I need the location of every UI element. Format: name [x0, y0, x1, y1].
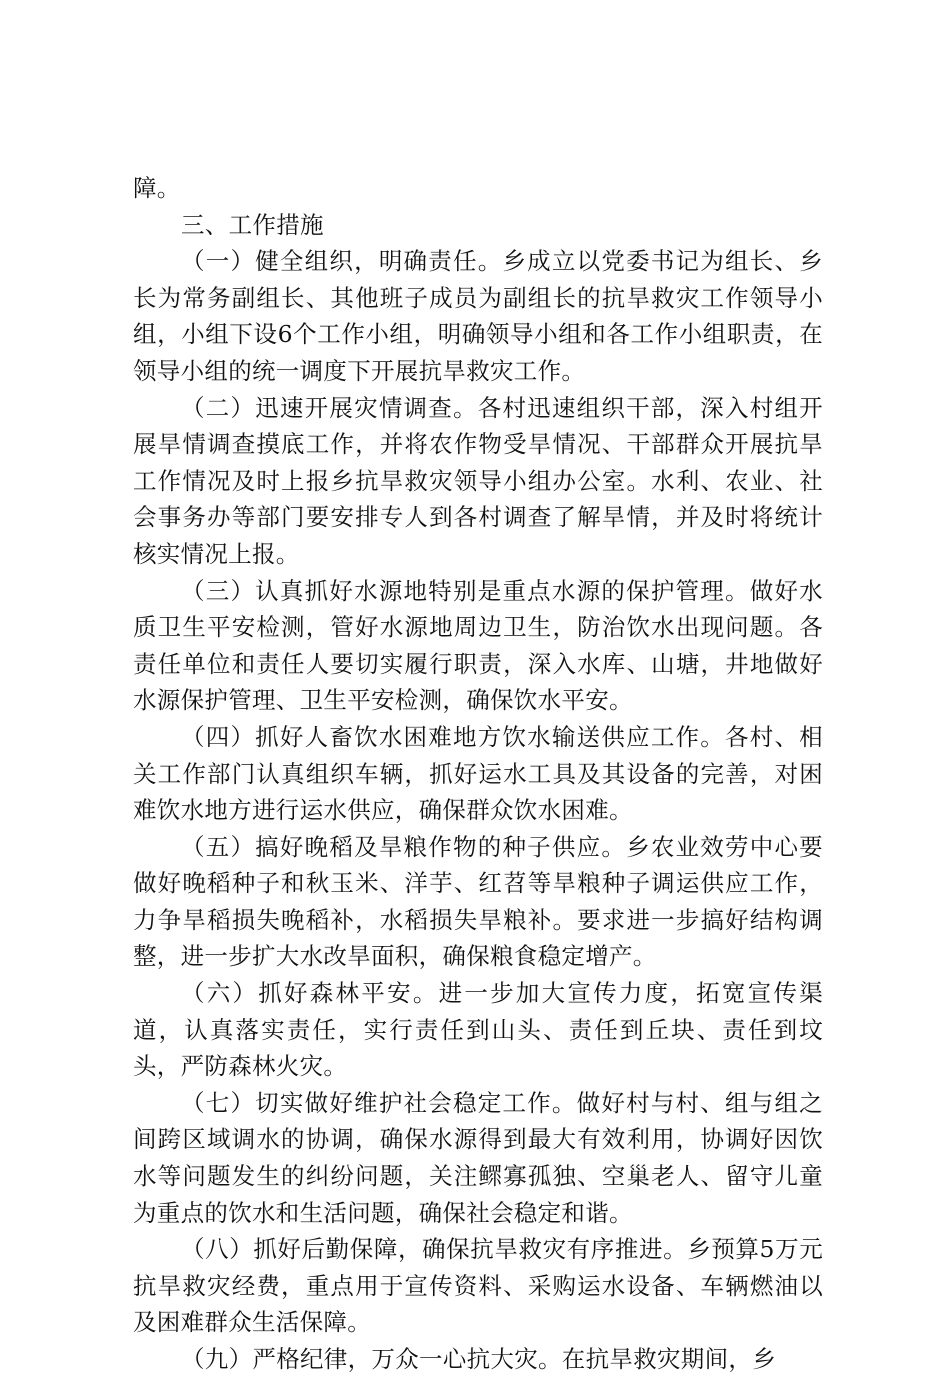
paragraph-measure-7: （七）切实做好维护社会稳定工作。做好村与村、组与组之间跨区域调水的协调，确保水源得到最大有效利用，协调好因饮水等问题发生的纠纷问题，关注鳏寡孤独、空巢老人、留守儿童为重点的饮水和生活问题，确保社会稳定和谐。	[133, 1088, 823, 1227]
paragraph-measure-6: （六）抓好森林平安。进一步加大宣传力度，拓宽宣传渠道，认真落实责任，实行责任到山头、责任到丘块、责任到坟头，严防森林火灾。	[133, 979, 823, 1081]
paragraph-measure-5: （五）搞好晚稻及旱粮作物的种子供应。乡农业效劳中心要做好晚稻种子和秋玉米、洋芋、红苕等旱粮种子调运供应工作，力争旱稻损失晚稻补，水稻损失旱粮补。要求进一步搞好结构调整，进一步扩大水改旱面积，确保粮食稳定增产。	[133, 832, 823, 971]
paragraph-measure-1: （一）健全组织，明确责任。乡成立以党委书记为组长、乡长为常务副组长、其他班子成员为副组长的抗旱救灾工作领导小组，小组下设6个工作小组，明确领导小组和各工作小组职责，在领导小组的统一调度下开展抗旱救灾工作。	[133, 247, 823, 385]
paragraph-measure-4: （四）抓好人畜饮水困难地方饮水输送供应工作。各村、相关工作部门认真组织车辆，抓好运水工具及其设备的完善，对困难饮水地方进行运水供应，确保群众饮水困难。	[133, 722, 823, 825]
paragraph-continuation: 障。	[133, 174, 181, 202]
paragraph-measure-9: （九）严格纪律，万众一心抗大灾。在抗旱救灾期间，乡	[181, 1345, 776, 1373]
paragraph-measure-3: （三）认真抓好水源地特别是重点水源的保护管理。做好水质卫生平安检测，管好水源地周边卫生，防治饮水出现问题。各责任单位和责任人要切实履行职责，深入水库、山塘，井地做好水源保护管理、卫生平安检测，确保饮水平安。	[133, 576, 823, 715]
document-body	[133, 170, 823, 1378]
paragraph-measure-2: （二）迅速开展灾情调查。各村迅速组织干部，深入村组开展旱情调查摸底工作，并将农作物受旱情况、干部群众开展抗旱工作情况及时上报乡抗旱救灾领导小组办公室。水利、农业、社会事务办等部门要安排专人到各村调查了解旱情，并及时将统计核实情况上报。	[133, 393, 823, 568]
section-heading-work-measures: 三、工作措施	[181, 210, 324, 239]
paragraph-measure-8: （八）抓好后勤保障，确保抗旱救灾有序推进。乡预算5万元抗旱救灾经费，重点用于宣传资料、采购运水设备、车辆燃油以及困难群众生活保障。	[133, 1235, 823, 1337]
